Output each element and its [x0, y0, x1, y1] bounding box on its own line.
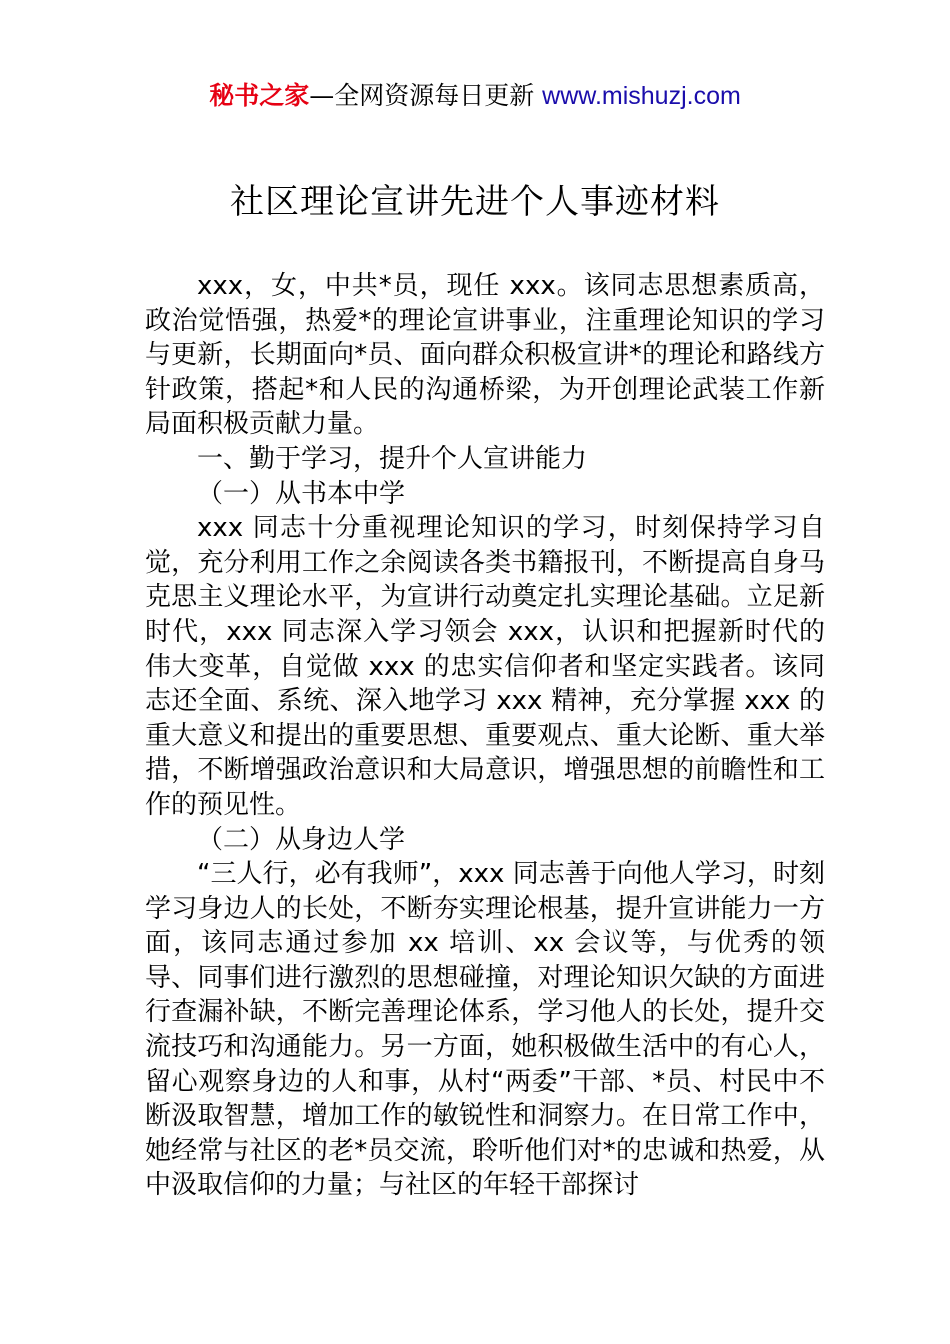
document-title: 社区理论宣讲先进个人事迹材料 [230, 182, 720, 222]
intro-paragraph: xxx，女，中共*员，现任 xxx。该同志思想素质高，政治觉悟强，热爱*的理论宣讲事业，注重理论知识的学习与更新，长期面向*员、面向群众积极宣讲*的理论和路线方针政策，搭起*和人民的沟通桥梁，为开创理论武装工作新局面积极贡献力量。 [145, 271, 825, 440]
section-heading-1: 一、勤于学习，提升个人宣讲能力 [197, 443, 588, 474]
subsection-heading-1: （一）从书本中学 [197, 478, 406, 509]
site-brand: 秘书之家 [209, 81, 310, 110]
body-paragraph: xxx 同志十分重视理论知识的学习，时刻保持学习自觉，充分利用工作之余阅读各类书籍报刊，不断提高自身马克思主义理论水平，为宣讲行动奠定扎实理论基础。立足新时代，xxx 同志深入学习领会 xxx，认识和把握新时代的伟大变革，自觉做 xxx 的忠实信仰者和坚定实践者。该同志还全面、系统、深入地学习 xxx 精神，充分掌握 xxx 的重大意义和提出的重要思想、重要观点、重大论断、重大举措，不断增强政治意识和大局意识，增强思想的前瞻性和工作的预见性。 [145, 513, 825, 820]
body-paragraph: “三人行，必有我师”，xxx 同志善于向他人学习，时刻学习身边人的长处，不断夯实理论根基，提升宣讲能力一方面，该同志通过参加 xx 培训、xx 会议等，与优秀的领导、同事们进行激烈的思想碰撞，对理论知识欠缺的方面进行查漏补缺，不断完善理论体系，学习他人的长处，提升交流技巧和沟通能力。另一方面，她积极做生活中的有心人，留心观察身边的人和事，从村“两委”干部、*员、村民中不断汲取智慧，增加工作的敏锐性和洞察力。在日常工作中，她经常与社区的老*员交流，聆听他们对*的忠诚和热爱，从中汲取信仰的力量；与社区的年轻干部探讨 [145, 859, 825, 1201]
document-body [145, 269, 825, 1203]
subsection-heading-2: （二）从身边人学 [197, 824, 406, 855]
site-url-link[interactable]: www.mishuzj.com [542, 82, 741, 110]
site-tagline: —全网资源每日更新 [309, 81, 543, 110]
site-header [0, 80, 950, 112]
